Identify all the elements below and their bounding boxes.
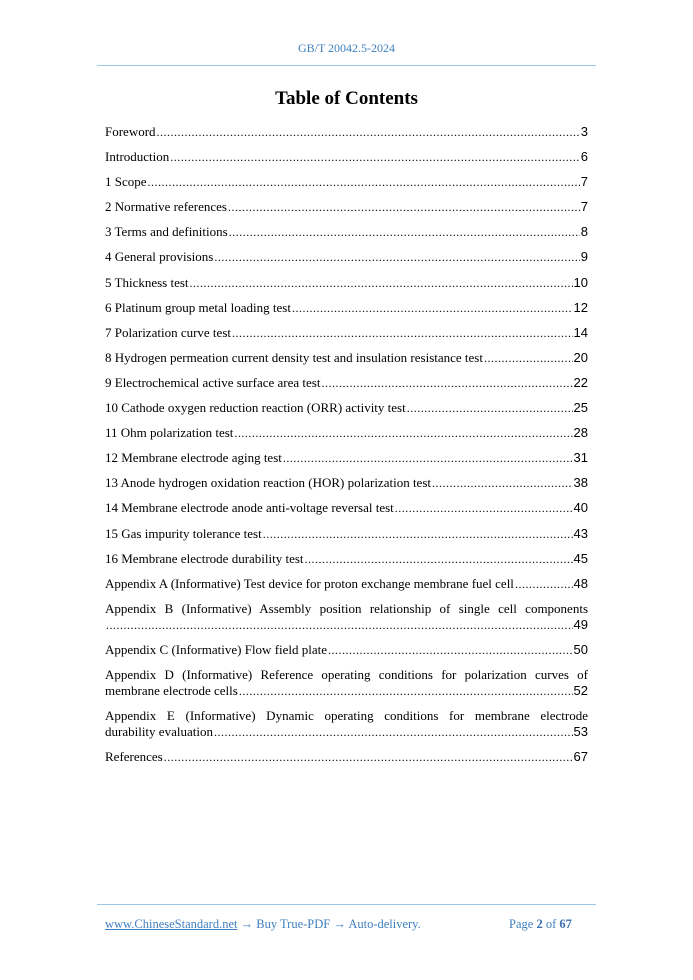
toc-entry-label: 2 Normative references <box>105 199 227 215</box>
toc-entry[interactable] <box>105 149 588 165</box>
toc-entry-references[interactable] <box>105 749 588 765</box>
toc-entry-label: Appendix B (Informative) Assembly position relationship of single cell components <box>105 600 588 616</box>
toc-entry-label: Introduction <box>105 149 170 165</box>
toc-entry[interactable] <box>105 124 588 140</box>
toc-entry-appendix-d[interactable] <box>105 667 588 699</box>
toc-leader-dots <box>321 375 572 391</box>
toc-entry-label: 13 Anode hydrogen oxidation reaction (HOR) polarization test <box>105 475 432 491</box>
toc-leader-dots <box>484 350 573 366</box>
toc-leader-dots <box>214 249 579 265</box>
toc-entry-page: 25 <box>573 400 588 416</box>
toc-entry-page: 40 <box>573 500 588 516</box>
toc-leader-dots <box>239 683 573 699</box>
toc-leader-dots <box>263 526 573 542</box>
toc-entry-page: 43 <box>573 525 588 541</box>
toc-entry-label: 12 Membrane electrode aging test <box>105 450 282 466</box>
total-pages: 67 <box>559 917 572 931</box>
toc-entry-label: Appendix C (Informative) Flow field plate <box>105 641 328 657</box>
toc-entry[interactable] <box>105 199 588 215</box>
toc-entry-label: 11 Ohm polarization test <box>105 425 234 441</box>
toc-entry-label: Appendix D (Informative) Reference operating conditions for polarization curves of <box>105 666 588 682</box>
toc-entry[interactable] <box>105 450 588 466</box>
page-word: Page <box>509 917 534 931</box>
toc-entry-label: 1 Scope <box>105 174 147 190</box>
toc-entry[interactable] <box>105 425 588 441</box>
toc-entry-page: 45 <box>573 550 588 566</box>
footer-divider <box>97 904 596 905</box>
toc-entry[interactable] <box>105 350 588 366</box>
toc-entry-page: 31 <box>573 450 588 466</box>
toc-leader-dots <box>328 642 573 658</box>
toc-entry[interactable] <box>105 275 588 291</box>
toc-entry-page: 9 <box>580 249 588 265</box>
of-word: of <box>545 917 557 931</box>
toc-entry-label: 10 Cathode oxygen reduction reaction (ORR) activity test <box>105 400 406 416</box>
toc-leader-dots <box>283 450 573 466</box>
toc-entry-page: 48 <box>573 575 588 591</box>
toc-entry-page: 10 <box>573 274 588 290</box>
toc-leader-dots <box>395 500 573 516</box>
toc-entry-page: 49 <box>573 616 588 632</box>
footer-promo <box>105 917 421 932</box>
toc-leader-dots <box>170 149 580 165</box>
toc-leader-dots <box>190 275 573 291</box>
toc-entry-label: 6 Platinum group metal loading test <box>105 299 291 315</box>
toc-entry-label: 3 Terms and definitions <box>105 224 228 240</box>
toc-entry-label: 4 General provisions <box>105 249 214 265</box>
auto-delivery-text: Auto-delivery. <box>348 917 421 931</box>
toc-entry-label: 15 Gas impurity tolerance test <box>105 525 262 541</box>
toc-entry-page: 38 <box>573 475 588 491</box>
toc-entry-label: References <box>105 749 163 765</box>
toc-leader-dots <box>234 425 572 441</box>
toc-entry-label: 5 Thickness test <box>105 274 189 290</box>
toc-leader-dots <box>157 124 580 140</box>
toc-entry-page: 28 <box>573 425 588 441</box>
buy-pdf-link[interactable]: Buy True-PDF <box>256 917 331 931</box>
arrow-right-icon: → <box>240 917 254 931</box>
toc-entry[interactable] <box>105 174 588 190</box>
toc-entry-page: 12 <box>573 299 588 315</box>
toc-entry-page: 6 <box>580 149 588 165</box>
toc-entry[interactable] <box>105 551 588 567</box>
toc-entry-page: 20 <box>573 349 588 365</box>
toc-entry-page: 7 <box>580 174 588 190</box>
toc-leader-dots <box>164 749 573 765</box>
toc-entry[interactable] <box>105 249 588 265</box>
toc-entry-label: Foreword <box>105 124 156 139</box>
toc-entry-label: Appendix E (Informative) Dynamic operating conditions for membrane electrode <box>105 708 588 724</box>
toc-entry-appendix-b[interactable] <box>105 601 588 633</box>
toc-entry-page: 7 <box>580 199 588 215</box>
toc-entry-label: Appendix A (Informative) Test device for proton exchange membrane fuel cell <box>105 575 514 591</box>
toc-entry[interactable] <box>105 400 588 416</box>
toc-leader-dots <box>515 576 573 592</box>
toc-entry-page: 8 <box>580 224 588 240</box>
toc-leader-dots <box>214 724 573 740</box>
toc-entry[interactable] <box>105 475 588 491</box>
toc-leader-dots <box>432 475 573 491</box>
toc-entry-page: 53 <box>573 724 588 740</box>
toc-entry-page: 22 <box>573 374 588 390</box>
table-of-contents <box>105 124 588 774</box>
toc-entry-label: 8 Hydrogen permeation current density test and insulation resistance test <box>105 349 483 365</box>
toc-leader-dots <box>228 199 580 215</box>
arrow-right-icon: → <box>333 917 346 931</box>
current-page: 2 <box>536 917 543 931</box>
toc-entry-page: 52 <box>573 682 588 698</box>
toc-entry-page: 14 <box>573 324 588 340</box>
toc-leader-dots <box>229 224 580 240</box>
header-divider <box>97 65 596 66</box>
toc-leader-dots <box>292 300 573 316</box>
document-code: GB/T 20042.5-2024 <box>297 41 396 55</box>
toc-entry-label: 14 Membrane electrode anode anti-voltage reversal test <box>105 500 394 516</box>
toc-entry-label: 9 Electrochemical active surface area test <box>105 374 321 390</box>
toc-entry-page: 67 <box>573 749 588 765</box>
page-title: Table of Contents <box>275 88 418 109</box>
toc-entry[interactable] <box>105 500 588 516</box>
site-link[interactable]: www.ChineseStandard.net <box>105 917 238 931</box>
toc-entry[interactable] <box>105 576 588 592</box>
toc-entry-label-cont: membrane electrode cells <box>105 682 238 698</box>
toc-entry-appendix-e[interactable] <box>105 708 588 740</box>
toc-entry-appendix-c[interactable] <box>105 642 588 658</box>
toc-leader-dots <box>106 617 573 633</box>
toc-entry[interactable] <box>105 300 588 316</box>
toc-entry-label-cont: durability evaluation <box>105 724 213 740</box>
toc-entry[interactable] <box>105 224 588 240</box>
toc-leader-dots <box>148 174 580 190</box>
toc-entry[interactable] <box>105 325 588 341</box>
toc-entry-page: 50 <box>573 641 588 657</box>
toc-entry[interactable] <box>105 375 588 391</box>
toc-leader-dots <box>407 400 573 416</box>
toc-leader-dots <box>305 551 573 567</box>
toc-entry-label: 7 Polarization curve test <box>105 324 231 340</box>
page-counter <box>509 917 572 932</box>
toc-entry-page: 3 <box>580 124 588 139</box>
toc-entry-label: 16 Membrane electrode durability test <box>105 550 304 566</box>
toc-leader-dots <box>232 325 573 341</box>
toc-entry[interactable] <box>105 526 588 542</box>
